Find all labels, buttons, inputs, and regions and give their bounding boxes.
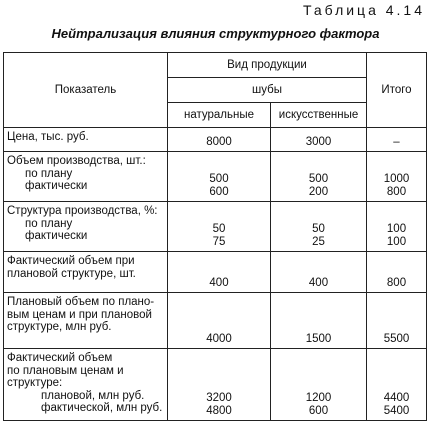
row-sublabel: по плану [25,167,73,180]
value-fact: 600 [209,185,229,198]
row-label-line: Объем производства, шт.: [7,155,146,167]
value-plan: 50 [212,223,226,235]
row-sublabel: по плану [25,217,73,230]
row-sublabel: фактически [25,180,88,192]
row-label-line: структуре: [7,377,63,389]
row-sublabel: плановой, млн руб. [41,389,145,402]
value-plan: 1000 [383,173,410,185]
row-label [4,252,168,293]
row-label [4,152,168,202]
row-sublabel: фактически [25,230,88,242]
value-plan: 3200 [206,392,232,404]
row-label: Цена, тыс. руб. [4,128,168,152]
cell-value: 1500 [271,293,367,349]
header-product-type: Вид продукции [168,53,367,78]
header-indicator: Показатель [4,53,168,128]
value-plan: 500 [308,173,329,185]
table-row-plan-volume [4,293,427,349]
table-row-volume [4,152,427,202]
table-number: Таблица 4.14 [302,2,425,18]
value-fact: 4800 [206,404,232,417]
cell-value [168,349,271,421]
table-row-structure [4,202,427,252]
value-fact: 100 [386,235,407,248]
value-fact: 25 [312,235,325,248]
row-label-line: Фактический объем [7,352,113,364]
value-fact: 75 [212,235,226,248]
data-table [3,52,427,421]
cell-value [168,152,271,202]
cell-value [271,349,367,421]
cell-value: 3000 [271,128,367,152]
cell-value [367,202,427,252]
cell-value: 400 [271,252,367,293]
cell-value: 400 [168,252,271,293]
value-plan: 4400 [383,392,410,404]
row-label [4,202,168,252]
cell-value: 5500 [367,293,427,349]
header-row-1 [4,53,427,78]
value-plan: 50 [312,223,325,235]
row-label-line: Структура производства, %: [7,205,158,217]
row-label-line: Фактический объем при [7,255,135,267]
table-row-fact-volume [4,252,427,293]
cell-value [168,202,271,252]
row-label-line: плановой структуре, шт. [7,267,136,280]
row-label [4,349,168,421]
row-label [4,293,168,349]
row-label-line: по плановым ценам и [7,364,124,377]
header-natural: натуральные [168,103,271,128]
table-row-fact-plan-prices [4,349,427,421]
row-sublabel: фактической, млн руб. [41,402,163,414]
header-total: Итого [367,53,427,128]
value-fact: 200 [308,185,329,198]
header-group: шубы [168,78,367,103]
table-row-price [4,128,427,152]
value-fact: 5400 [383,404,410,417]
row-label-line: Плановый объем по плано- [7,296,155,308]
table-caption: Нейтрализация влияния структурного фактора [51,26,380,41]
cell-value [271,202,367,252]
header-artificial: искусственные [271,103,367,128]
value-plan: 100 [386,223,407,235]
value-fact: 600 [308,404,329,417]
cell-value [367,349,427,421]
cell-value: 4000 [168,293,271,349]
value-plan: 500 [209,173,229,185]
row-label-line: структуре, млн руб. [7,321,112,333]
cell-value [367,152,427,202]
cell-value: 800 [367,252,427,293]
value-fact: 800 [386,185,407,198]
cell-value [271,152,367,202]
cell-value: – [367,128,427,152]
value-plan: 1200 [305,392,332,404]
cell-value: 8000 [168,128,271,152]
row-label-line: вым ценам и при плановой [7,308,152,321]
